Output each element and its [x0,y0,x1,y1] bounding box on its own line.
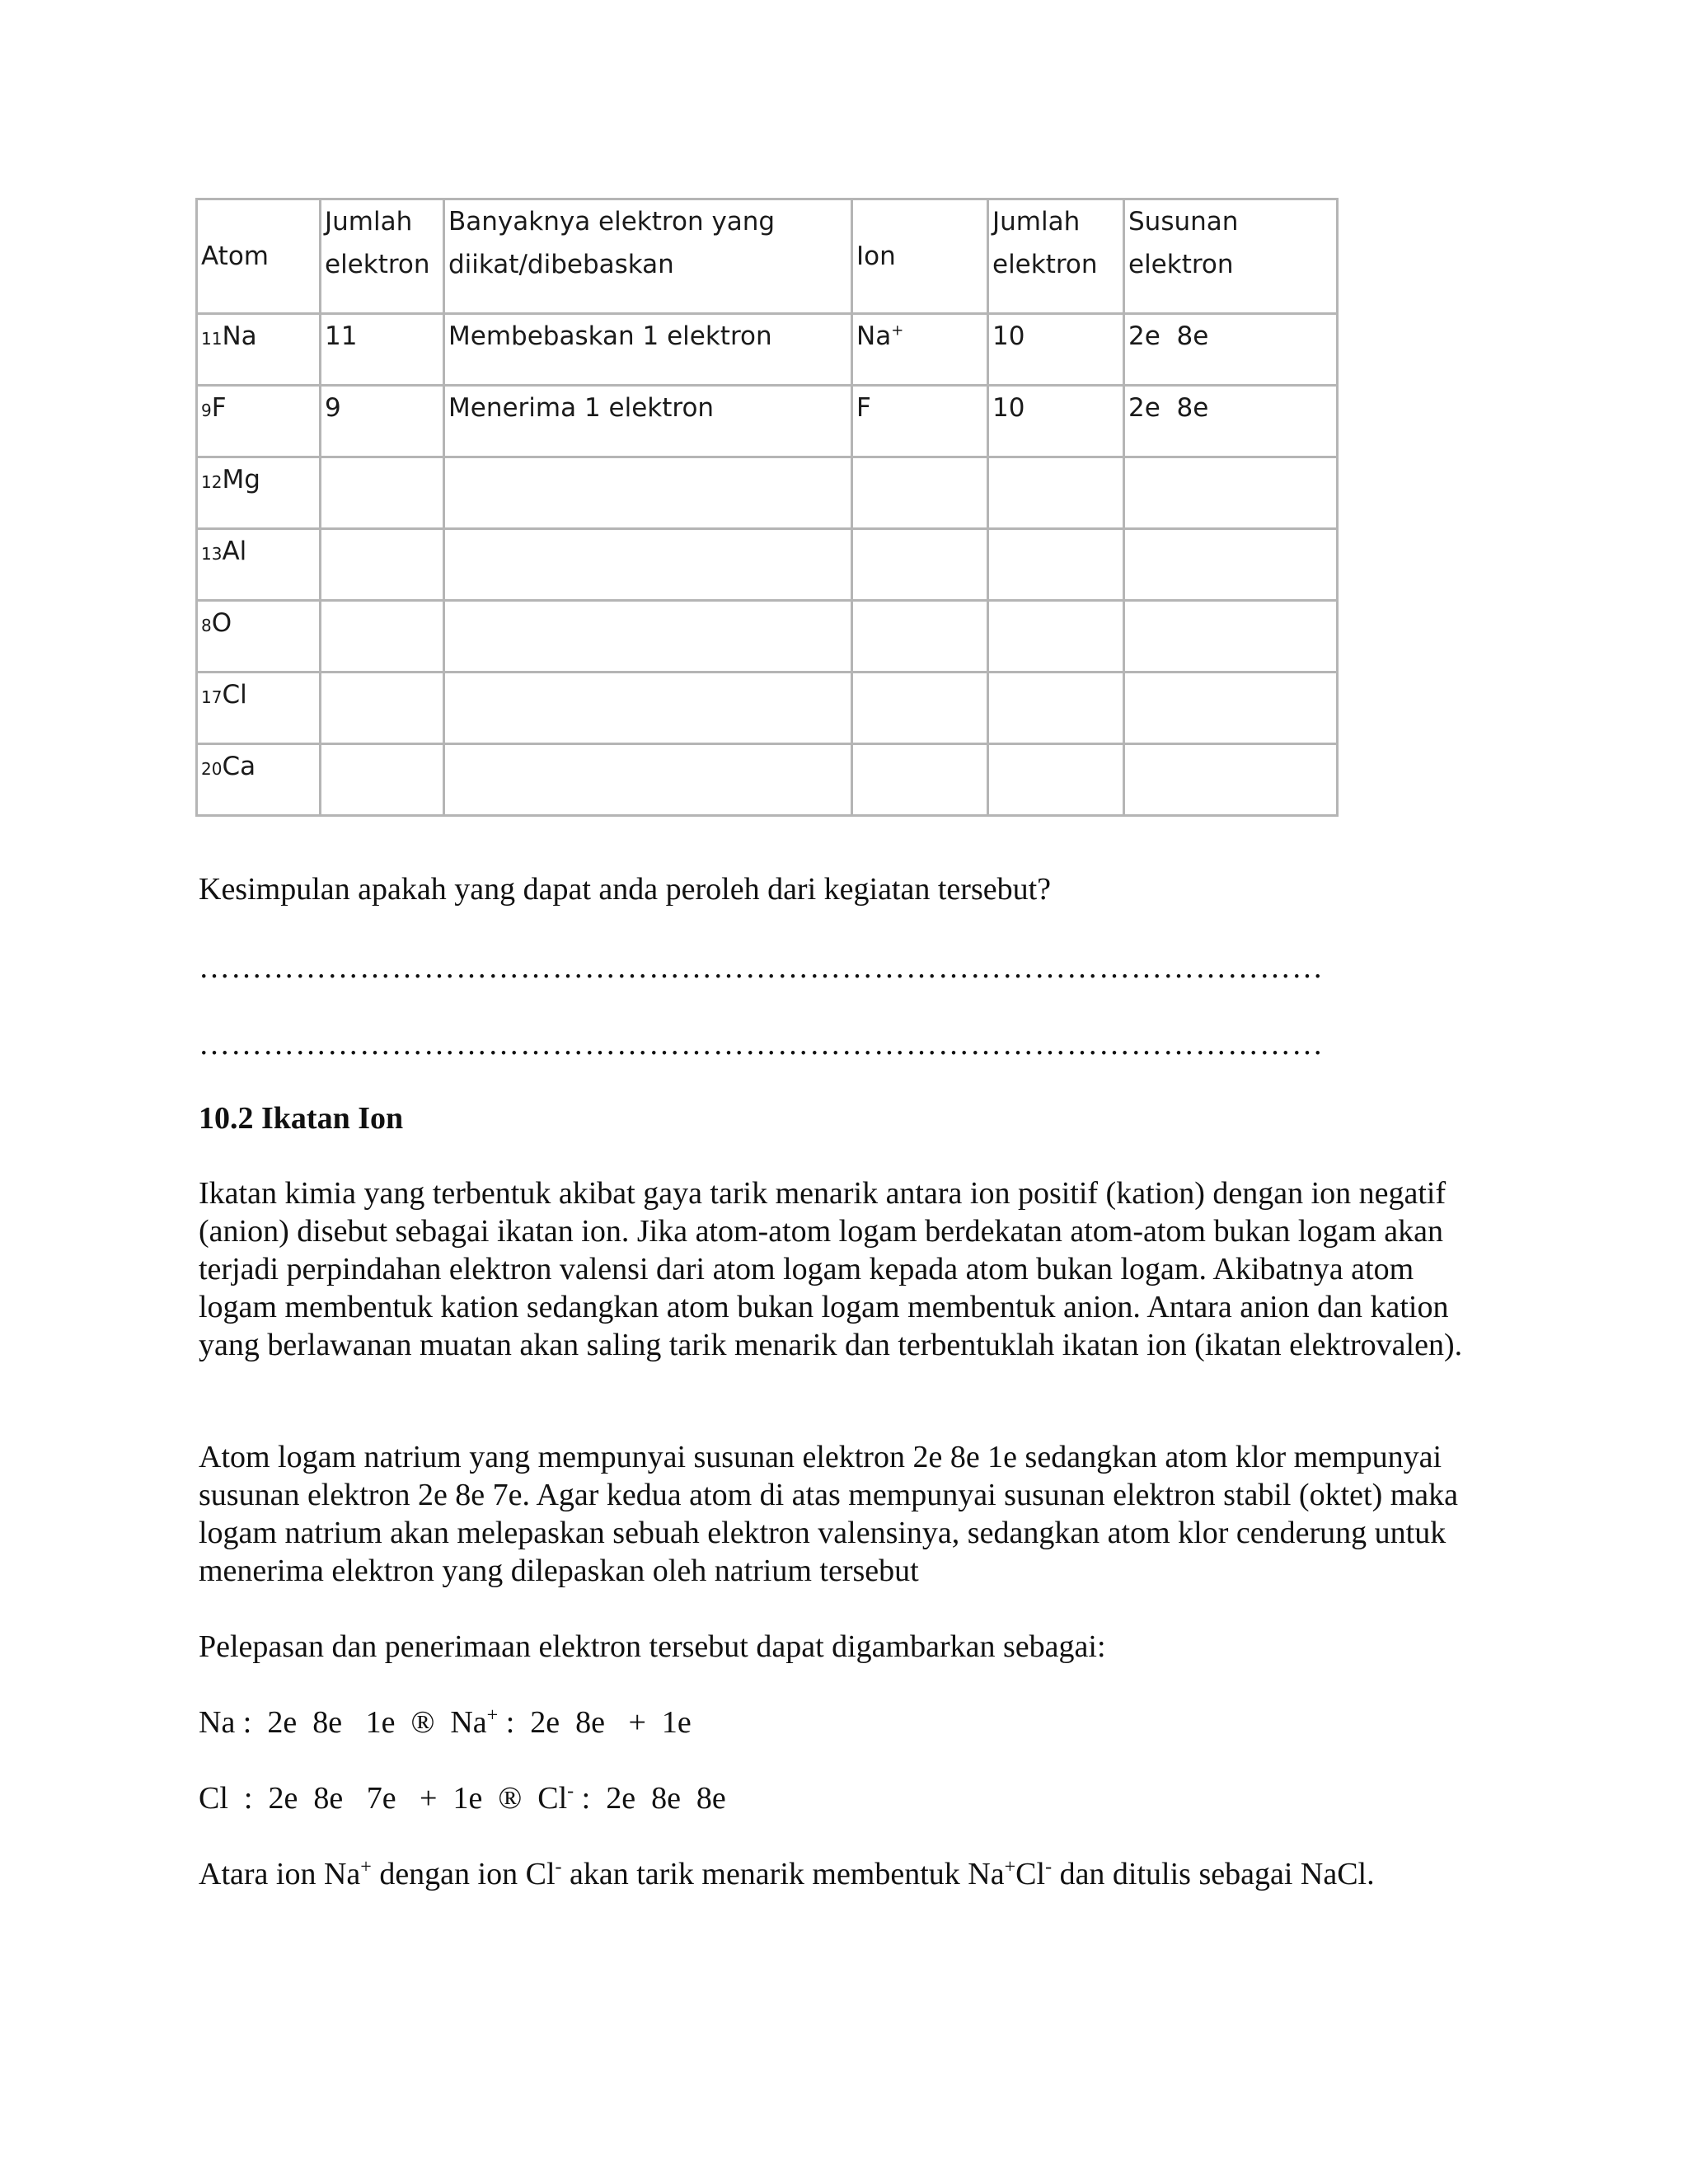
cell-banyaknya [444,673,852,744]
cell-jumlah [321,673,444,744]
header-banyaknya-elektron: Banyaknya elektron yang diikat/dibebaskan [444,199,852,314]
header-ion: Ion [852,199,988,314]
cell-banyaknya [444,529,852,601]
cell-susunan [1124,601,1338,673]
cell-susunan [1124,744,1338,816]
answer-line-2: …………………………………………………………………………………………… [199,1027,1324,1062]
cell-ion: F [852,386,988,457]
cell-jumlah-ion: 10 [988,314,1124,386]
cell-jumlah-ion [988,601,1124,673]
cell-ion: Na+ [852,314,988,386]
table-row [197,457,1338,529]
cell-jumlah [321,529,444,601]
cell-jumlah-ion [988,744,1124,816]
table-row [197,673,1338,744]
table-row [197,529,1338,601]
header-susunan-elektron: Susunan elektron [1124,199,1338,314]
cell-atom: 8O [197,601,321,673]
paragraph-natrium-klor: Atom logam natrium yang mempunyai susunan elektron 2e 8e 1e sedangkan atom klor mempunyai susunan elektron 2e 8e 7e. Agar kedua atom di atas mempunyai susunan elektron stabil (oktet) maka logam natrium akan melepaskan sebuah elektron valensinya, sedangkan atom klor cenderung untuk menerima elektron yang dilepaskan oleh natrium tersebut [199,1440,1459,1588]
table-row [197,601,1338,673]
table-row [197,744,1338,816]
cell-jumlah-ion [988,529,1124,601]
cell-atom: 9F [197,386,321,457]
paragraph-ikatan-ion: Ikatan kimia yang terbentuk akibat gaya tarik menarik antara ion positif (kation) dengan ion negatif (anion) disebut sebagai ikatan ion. Jika atom-atom logam berdekatan atom-atom bukan logam akan terjadi perpindahan elektron valensi dari atom logam kepada atom bukan logam. Akibatnya atom logam membentuk kation sedangkan atom bukan logam membentuk anion. Antara anion dan kation yang berlawanan muatan akan saling tarik menarik dan terbentuklah ikatan ion (ikatan elektrovalen). [199,1176,1463,1362]
question-text: Kesimpulan apakah yang dapat anda peroleh dari kegiatan tersebut? [199,872,1052,907]
cell-ion [852,457,988,529]
cell-jumlah [321,601,444,673]
equation-chlorine: Cl : 2e 8e 7e + 1e ® Cl- : 2e 8e 8e [199,1780,726,1816]
cell-susunan: 2e 8e [1124,386,1338,457]
cell-atom: 12Mg [197,457,321,529]
cell-ion [852,744,988,816]
cell-jumlah-ion [988,457,1124,529]
header-jumlah-elektron: Jumlah elektron [321,199,444,314]
table-row [197,314,1338,386]
cell-susunan [1124,529,1338,601]
cell-ion [852,529,988,601]
table-row [197,386,1338,457]
cell-jumlah: 9 [321,386,444,457]
cell-banyaknya [444,744,852,816]
cell-susunan: 2e 8e [1124,314,1338,386]
atom-ion-table [195,198,1339,817]
cell-ion [852,673,988,744]
final-sentence: Atara ion Na+ dengan ion Cl- akan tarik menarik membentuk Na+Cl- dan ditulis sebagai NaCl. [199,1856,1375,1891]
cell-jumlah: 11 [321,314,444,386]
header-atom: Atom [197,199,321,314]
cell-atom: 11Na [197,314,321,386]
equation-sodium: Na : 2e 8e 1e ® Na+ : 2e 8e + 1e [199,1704,692,1740]
cell-susunan [1124,457,1338,529]
header-jumlah-elektron-ion: Jumlah elektron [988,199,1124,314]
cell-atom: 17Cl [197,673,321,744]
cell-ion [852,601,988,673]
section-heading: 10.2 Ikatan Ion [199,1101,404,1136]
cell-jumlah-ion: 10 [988,386,1124,457]
cell-jumlah [321,457,444,529]
cell-atom: 13Al [197,529,321,601]
cell-jumlah [321,744,444,816]
cell-banyaknya [444,601,852,673]
answer-line-1: …………………………………………………………………………………………… [199,950,1324,985]
cell-banyaknya [444,457,852,529]
cell-atom: 20Ca [197,744,321,816]
table-header-row [197,199,1338,314]
cell-jumlah-ion [988,673,1124,744]
cell-susunan [1124,673,1338,744]
cell-banyaknya: Membebaskan 1 elektron [444,314,852,386]
paragraph-pelepasan: Pelepasan dan penerimaan elektron tersebut dapat digambarkan sebagai: [199,1629,1106,1664]
cell-banyaknya: Menerima 1 elektron [444,386,852,457]
